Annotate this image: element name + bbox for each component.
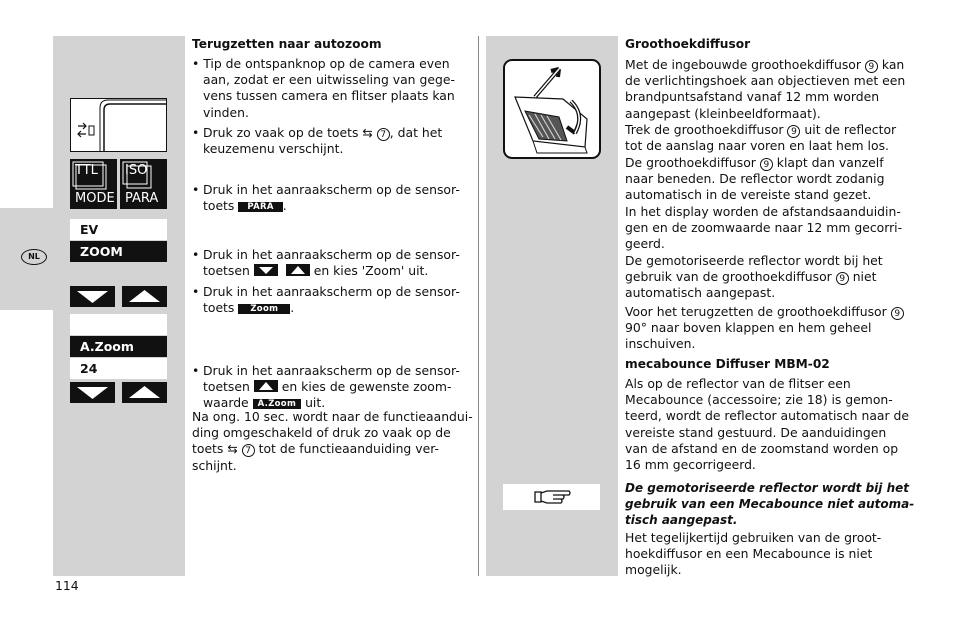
bullet-2: • Druk zo vaak op de toets ⇆ 7 , dat het keuzemenu verschijnt. <box>192 125 442 157</box>
up-arrow-icon <box>122 382 167 403</box>
bullet-5: • Druk in het aanraakscherm op de sensor- toets Zoom . <box>192 284 460 316</box>
right-heading-1: Groothoekdiffusor <box>625 37 751 51</box>
page-number: 114 <box>55 578 79 593</box>
language-code: NL <box>28 252 40 261</box>
down-arrow-button <box>70 286 115 307</box>
menu-item-ev: EV <box>70 219 167 240</box>
up-triangle-icon <box>254 380 278 392</box>
note-icon-box <box>503 484 600 510</box>
down-arrow-icon <box>70 286 115 307</box>
key-number: 7 <box>377 128 390 141</box>
zoom-value: 24 <box>70 358 167 379</box>
right-note: De gemotoriseerde reflector wordt bij het gebruik van een Mecabounce niet automa- tisch aangepast. <box>625 481 915 528</box>
menu-item-zoom: ZOOM <box>70 241 167 262</box>
down-key-inline <box>254 264 278 276</box>
right-para-8: Het tegelijkertijd gebruiken van de groot- hoekdiffusor en een Mecabounce is niet mogelijk. <box>625 530 882 578</box>
flash-display-illustration <box>70 98 167 152</box>
diffusor-number: 9 <box>787 125 800 138</box>
right-para-1: Met de ingebouwde groothoekdiffusor 9 kan de verlichtingshoek aan objectieven met een brandpuntsafstand vanaf 12 mm worden aangepast (kleinbeeldformaat). <box>625 57 906 121</box>
right-para-2: Trek de groothoekdiffusor 9 uit de reflector tot de aanslag naar voren en laat hem los. <box>625 122 897 154</box>
para-key <box>120 159 167 209</box>
zoom-key-label: Zoom <box>238 304 290 314</box>
down-arrow-icon <box>70 382 115 403</box>
up-key-inline-2 <box>254 380 278 392</box>
up-key-inline <box>286 264 310 276</box>
wide-angle-diffusor-drawing <box>503 59 601 159</box>
para-key-bottom: PARA <box>125 191 159 206</box>
right-heading-2: mecabounce Diffuser MBM-02 <box>625 357 830 371</box>
menu-blank <box>70 314 167 335</box>
right-para-5: De gemotoriseerde reflector wordt bij het gebruik van de groothoekdiffusor 9 niet automatisch aangepast. <box>625 253 883 301</box>
para-key-top: ISO <box>125 163 148 178</box>
left-closing-paragraph: Na ong. 10 sec. wordt naar de functieaandui- ding omgeschakeld of druk zo vaak op de toets ⇆ 7 tot de functieaanduiding ver- schijnt. <box>192 409 473 473</box>
right-para-3: De groothoekdiffusor 9 klapt dan vanzelf naar beneden. De reflector wordt zodanig automatisch in de vereiste stand gezet. <box>625 155 885 203</box>
up-arrow-icon <box>122 286 167 307</box>
diffusor-illustration <box>503 59 601 159</box>
column-divider <box>478 36 479 576</box>
bullet-6: • Druk in het aanraakscherm op de sensor- toetsen en kies de gewenste zoom- waarde A.Zoom uit. <box>192 363 460 412</box>
bullet-4: • Druk in het aanraakscherm op de sensor- toetsen en kies 'Zoom' uit. <box>192 247 460 279</box>
key-number-2: 7 <box>242 444 255 457</box>
right-para-6: Voor het terugzetten de groothoekdiffusor 9 90° naar boven klappen en hem geheel inschuiven. <box>625 304 904 353</box>
flash-back-drawing <box>70 98 167 152</box>
diffusor-number: 9 <box>760 158 773 171</box>
mode-key-top: TTL <box>75 163 98 178</box>
menu-item-azoom: A.Zoom <box>70 336 167 357</box>
right-para-7: Als op de reflector van de flitser een Mecabounce (accessoire; zie 18) is gemon- teerd, wordt de reflector automatisch naar de vereiste stand gestuurd. De aanduidingen van de afstand en de zoomstand worden op 16 mm gecorrigeerd. <box>625 376 910 473</box>
up-triangle-icon <box>286 264 310 276</box>
up-arrow-button-2 <box>122 382 167 403</box>
diffusor-number: 9 <box>865 60 878 73</box>
mode-key <box>70 159 117 209</box>
right-para-4: In het display worden de afstandsaanduidin- gen en de zoomwaarde naar 12 mm gecorri- geerd. <box>625 204 903 252</box>
up-arrow-button <box>122 286 167 307</box>
bullet-1: • Tip de ontspanknop op de camera even aan, zodat er een uitwisseling van gege- vens tussen camera en flitser plaats kan vinden. <box>192 56 455 120</box>
azoom-key-label: A.Zoom <box>253 399 301 409</box>
language-badge <box>21 249 47 265</box>
diffusor-number: 9 <box>891 307 904 320</box>
pointing-hand-icon <box>503 484 600 510</box>
diffusor-number: 9 <box>836 272 849 285</box>
down-triangle-icon <box>254 264 278 276</box>
left-heading: Terugzetten naar autozoom <box>192 37 382 51</box>
down-arrow-button-2 <box>70 382 115 403</box>
bullet-3: • Druk in het aanraakscherm op de sensor- toets PARA . <box>192 182 460 214</box>
mode-key-bottom: MODE <box>75 191 115 206</box>
para-key-label: PARA <box>238 202 282 212</box>
